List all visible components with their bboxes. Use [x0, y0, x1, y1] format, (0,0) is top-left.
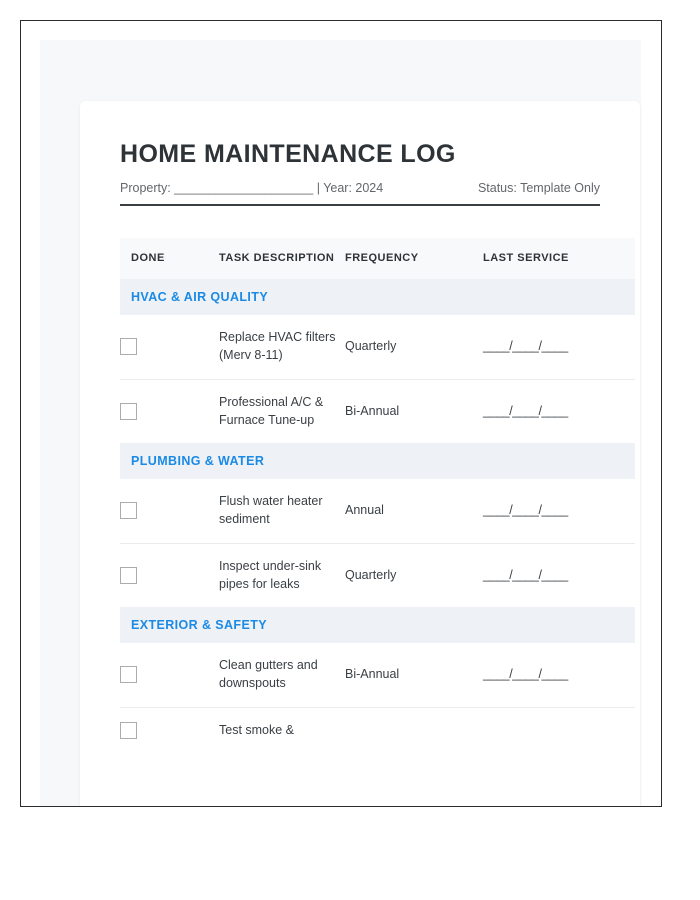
task-description-cell: Flush water heater sediment: [219, 494, 323, 526]
column-header-frequency: FREQUENCY: [345, 238, 483, 280]
task-checkbox[interactable]: [120, 338, 137, 355]
frequency-cell: Annual: [345, 503, 384, 518]
page-background: [40, 40, 641, 807]
task-checkbox[interactable]: [120, 666, 137, 683]
task-description-cell: Professional A/C & Furnace Tune-up: [219, 379, 345, 443]
frequency-cell: [345, 707, 483, 753]
page-title: HOME MAINTENANCE LOG: [120, 140, 456, 168]
task-checkbox[interactable]: [120, 502, 137, 519]
section-header-row: [120, 279, 635, 315]
table-header-row: [120, 238, 635, 280]
last-service-date-field[interactable]: ____/____/____: [483, 567, 568, 582]
last-service-cell: [483, 315, 635, 379]
done-cell: [120, 379, 219, 443]
table-header: [120, 238, 635, 280]
column-header-last-service: LAST SERVICE: [483, 238, 635, 280]
table-row: [120, 707, 635, 753]
last-service-cell: [483, 543, 635, 607]
last-service-cell: [483, 479, 635, 543]
section-header-label: EXTERIOR & SAFETY: [120, 607, 635, 643]
status-badge: Status: Template Only: [477, 180, 600, 195]
task-description-cell: Replace HVAC filters (Merv 8-11): [219, 330, 336, 362]
section-header-row: [120, 443, 635, 479]
table-row: [120, 315, 635, 379]
task-checkbox[interactable]: [120, 722, 137, 739]
document-card: [80, 101, 640, 807]
maintenance-table: [120, 238, 635, 754]
task-description-cell: Clean gutters and downspouts: [219, 658, 318, 690]
column-header-done: DONE: [120, 238, 219, 280]
done-cell: [120, 543, 219, 607]
task-description-cell: Inspect under-sink pipes for leaks: [219, 543, 345, 607]
last-service-date-field[interactable]: ____/____/____: [483, 503, 568, 518]
table-row: [120, 543, 635, 607]
frequency-cell: Quarterly: [345, 543, 483, 607]
frequency-cell: Bi-Annual: [345, 667, 400, 682]
frequency-cell: Quarterly: [345, 339, 397, 354]
column-header-task: TASK DESCRIPTION: [219, 238, 345, 280]
table-body: [120, 279, 635, 753]
task-description-cell: Test smoke &: [219, 707, 345, 753]
last-service-cell: [483, 379, 635, 443]
last-service-date-field[interactable]: ____/____/____: [483, 667, 568, 682]
task-checkbox[interactable]: [120, 403, 137, 420]
last-service-date-field[interactable]: ____/____/____: [483, 403, 568, 418]
property-year-field[interactable]: Property: ____________________ | Year: 2024: [120, 180, 384, 195]
done-cell: [120, 643, 219, 707]
document-meta-row: [120, 181, 600, 206]
done-cell: [120, 479, 219, 543]
section-header-row: [120, 607, 635, 643]
table-row: [120, 379, 635, 443]
table-row: [120, 643, 635, 707]
last-service-cell: [483, 643, 635, 707]
done-cell: [120, 707, 219, 753]
frequency-cell: Bi-Annual: [345, 379, 483, 443]
section-header-label: HVAC & AIR QUALITY: [120, 279, 635, 315]
done-cell: [120, 315, 219, 379]
last-service-date-field[interactable]: ____/____/____: [483, 339, 568, 354]
section-header-label: PLUMBING & WATER: [120, 443, 635, 479]
last-service-cell: [483, 707, 635, 753]
table-row: [120, 479, 635, 543]
browser-viewport-frame: [20, 20, 662, 807]
task-checkbox[interactable]: [120, 567, 137, 584]
